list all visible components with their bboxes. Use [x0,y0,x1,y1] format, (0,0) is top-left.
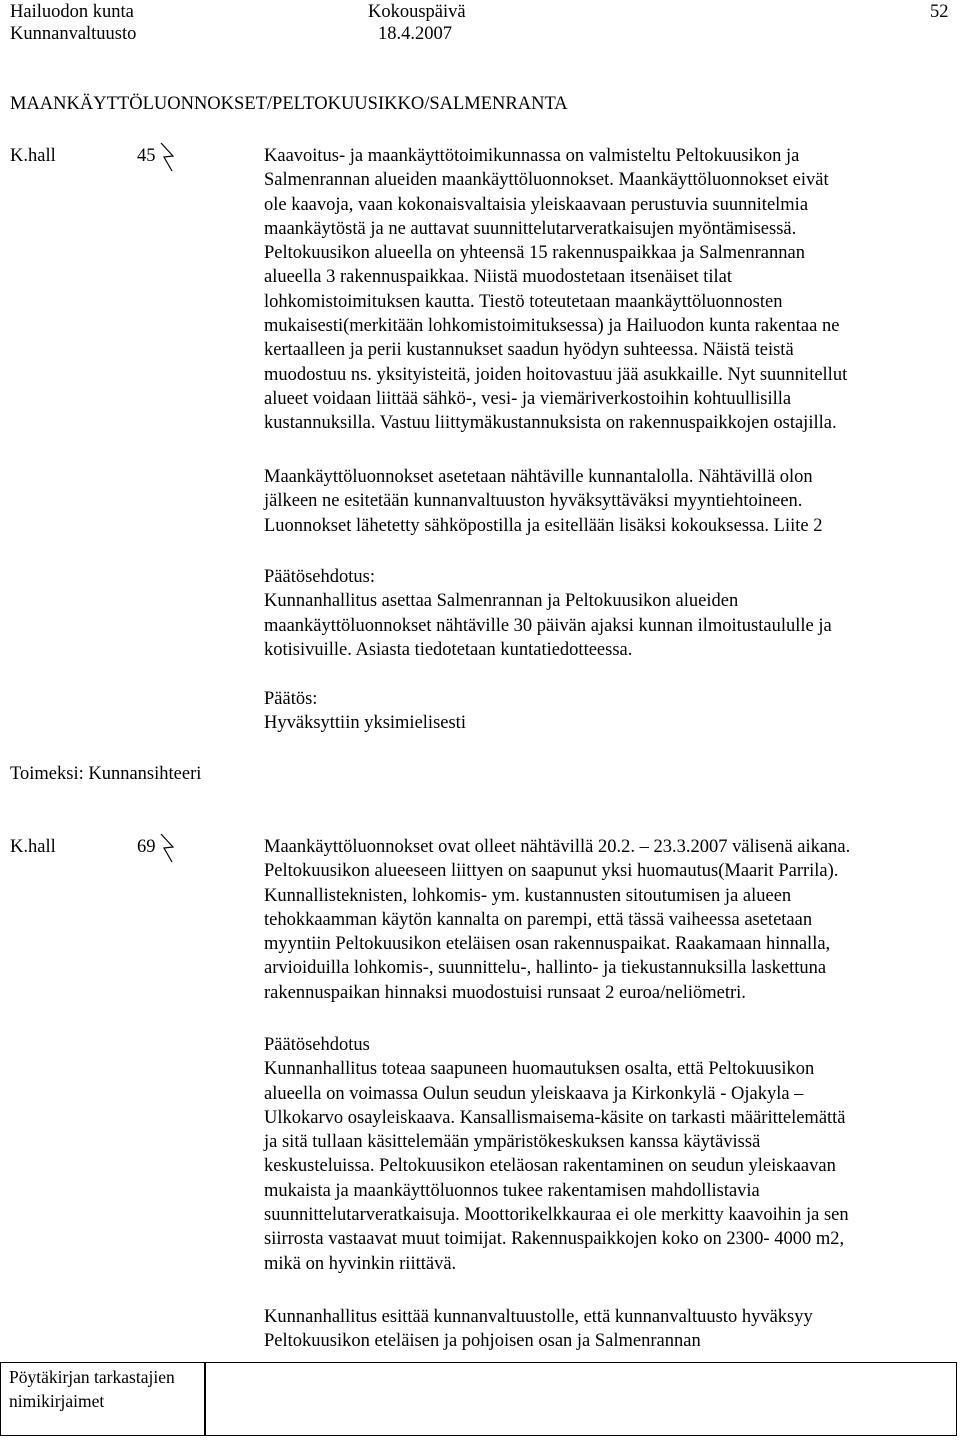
document-title: MAANKÄYTTÖLUONNOKSET/PELTOKUUSIKKO/SALMENRANTA [10,94,568,114]
text-line: Peltokuusikon alueella on yhteensä 15 rakennuspaikkaa ja Salmenrannan [264,243,805,264]
text-line: alueella 3 rakennuspaikkaa. Niistä muodostetaan itsenäiset tilat [264,267,733,288]
text-line: rakennuspaikan hinnaksi muodostuisi runsaat 2 euroa/neliömetri. [264,982,746,1003]
footer-label-line: nimikirjaimet [9,1391,105,1411]
section1-paragraph-2 [264,465,954,538]
section2-ref-number: 69 [137,837,156,857]
text-line: alueet voidaan liittää sähkö-, vesi- ja viemäriverkostoihin kohtuullisilla [264,388,792,409]
text-line: Salmenrannan alueiden maankäyttöluonnokset. Maankäyttöluonnokset eivät [264,170,829,191]
footer-initials-box [0,1362,957,1436]
text-line: Kaavoitus- ja maankäyttötoimikunnassa on valmisteltu Peltokuusikon ja [264,146,800,166]
text-line: mukaista ja maankäyttöluonnos tukee rakentamisen mahdollistavia [264,1180,760,1201]
text-line: kotisivuille. Asiasta tiedotetaan kuntatiedotteessa. [264,639,633,660]
text-line: Kunnallisteknisten, lohkomis- ym. kustannusten sitoutumisen ja alueen [264,885,792,906]
text-line: alueella on voimassa Oulun seudun yleiskaava ja Kirkonkylä - Ojakyla – [264,1083,804,1104]
decision-label: Päätös: [264,689,318,709]
text-line: maankäytöstä ja ne auttavat suunnittelutarveratkaisujen myöntämisessä. [264,218,797,239]
section-sign-icon [160,142,174,172]
section2-body [264,835,954,1005]
assignee: Toimeksi: Kunnansihteeri [10,764,202,784]
text-line: Maankäyttöluonnokset ovat olleet nähtävillä 20.2. – 23.3.2007 välisenä aikana. [264,837,851,857]
section-sign-icon [160,833,174,863]
text-line: Ulkokarvo osayleiskaava. Kansallismaisema-käsite on tarkasti määrittelemättä [264,1107,846,1128]
text-line: Kunnanhallitus esittää kunnanvaltuustolle, että kunnanvaltuusto hyväksyy [264,1307,813,1327]
proposal-label: Päätösehdotus [264,1035,370,1055]
text-line: kertaalleen ja perii kustannukset saadun hyödyn suhteessa. Näistä teistä [264,340,794,361]
section1-body [264,144,954,436]
section1-decision [264,687,954,736]
text-line: tehokkaamman käytön kannalta on parempi, että tässä vaiheessa asetetaan [264,909,813,930]
text-line: Peltokuusikon alueeseen liittyen on saapunut yksi huomautus(Maarit Parrila). [264,861,839,882]
text-line: Peltokuusikon eteläisen ja pohjoisen osan ja Salmenrannan [264,1331,701,1352]
text-line: lohkomistoimituksen kautta. Tiestö toteutetaan maankäyttöluonnosten [264,291,783,312]
text-line: ole kaavoja, vaan kokonaisvaltaisia yleiskaavaan perustuvia suunnitelmia [264,194,809,215]
section1-ref-number: 45 [137,146,156,166]
text-line: maankäyttöluonnokset nähtäville 30 päivän ajaksi kunnan ilmoitustaululle ja [264,615,832,636]
header-date: 18.4.2007 [378,24,452,44]
text-line: kustannuksilla. Vastuu liittymäkustannuksista on rakennuspaikkojen ostajilla. [264,413,837,434]
text-line: Kunnanhallitus toteaa saapuneen huomautuksen osalta, että Peltokuusikon [264,1059,815,1080]
text-line: jälkeen ne esitetään kunnanvaltuuston hyväksyttäväksi myyntiehtoineen. [264,491,803,512]
text-line: Luonnokset lähetetty sähköpostilla ja esitellään lisäksi kokouksessa. Liite 2 [264,515,823,536]
header-date-label: Kokouspäivä [368,2,466,22]
text-line: muodostuu ns. yksityisteitä, joiden hoitovastuu jää asukkaille. Nyt suunnitellut [264,364,848,385]
header-body: Kunnanvaltuusto [10,24,137,44]
section1-ref-label: K.hall [10,146,56,166]
footer-label-line: Pöytäkirjan tarkastajien [9,1367,175,1387]
text-line: Maankäyttöluonnokset asetetaan nähtäville kunnantalolla. Nähtävillä olon [264,467,813,487]
header-municipality: Hailuodon kunta [10,2,134,22]
section2-ref-label: K.hall [10,837,56,857]
footer-divider [204,1363,206,1435]
text-line: siirrosta vastaavat muut toimijat. Rakennuspaikkojen koko on 2300- 4000 m2, [264,1229,845,1250]
section2-paragraph-3 [264,1305,954,1354]
footer-label [9,1365,175,1413]
text-line: mikä on hyvinkin riittävä. [264,1253,457,1274]
section2-proposal [264,1033,954,1276]
text-line: Kunnanhallitus asettaa Salmenrannan ja Peltokuusikon alueiden [264,591,739,612]
decision-text: Hyväksyttiin yksimielisesti [264,713,466,734]
text-line: arvioiduilla lohkomis-, suunnittelu-, hallinto- ja tiekustannuksilla laskettuna [264,958,827,979]
text-line: mukaisesti(merkitään lohkomistoimituksessa) ja Hailuodon kunta rakentaa ne [264,316,840,337]
text-line: suunnittelutarveratkaisuja. Moottorikelkkauraa ei ole merkitty kaavoihin ja sen [264,1205,849,1226]
text-line: keskusteluissa. Peltokuusikon eteläosan rakentaminen on seudun yleiskaavan [264,1156,836,1177]
text-line: ja sitä tullaan käsittelemään ympäristökeskuksen kanssa käytävissä [264,1132,761,1153]
text-line: myyntiin Peltokuusikon eteläisen osan rakennuspaikat. Raakamaan hinnalla, [264,934,831,955]
page-number: 52 [930,2,949,22]
proposal-label: Päätösehdotus: [264,567,375,587]
section1-proposal [264,565,954,662]
